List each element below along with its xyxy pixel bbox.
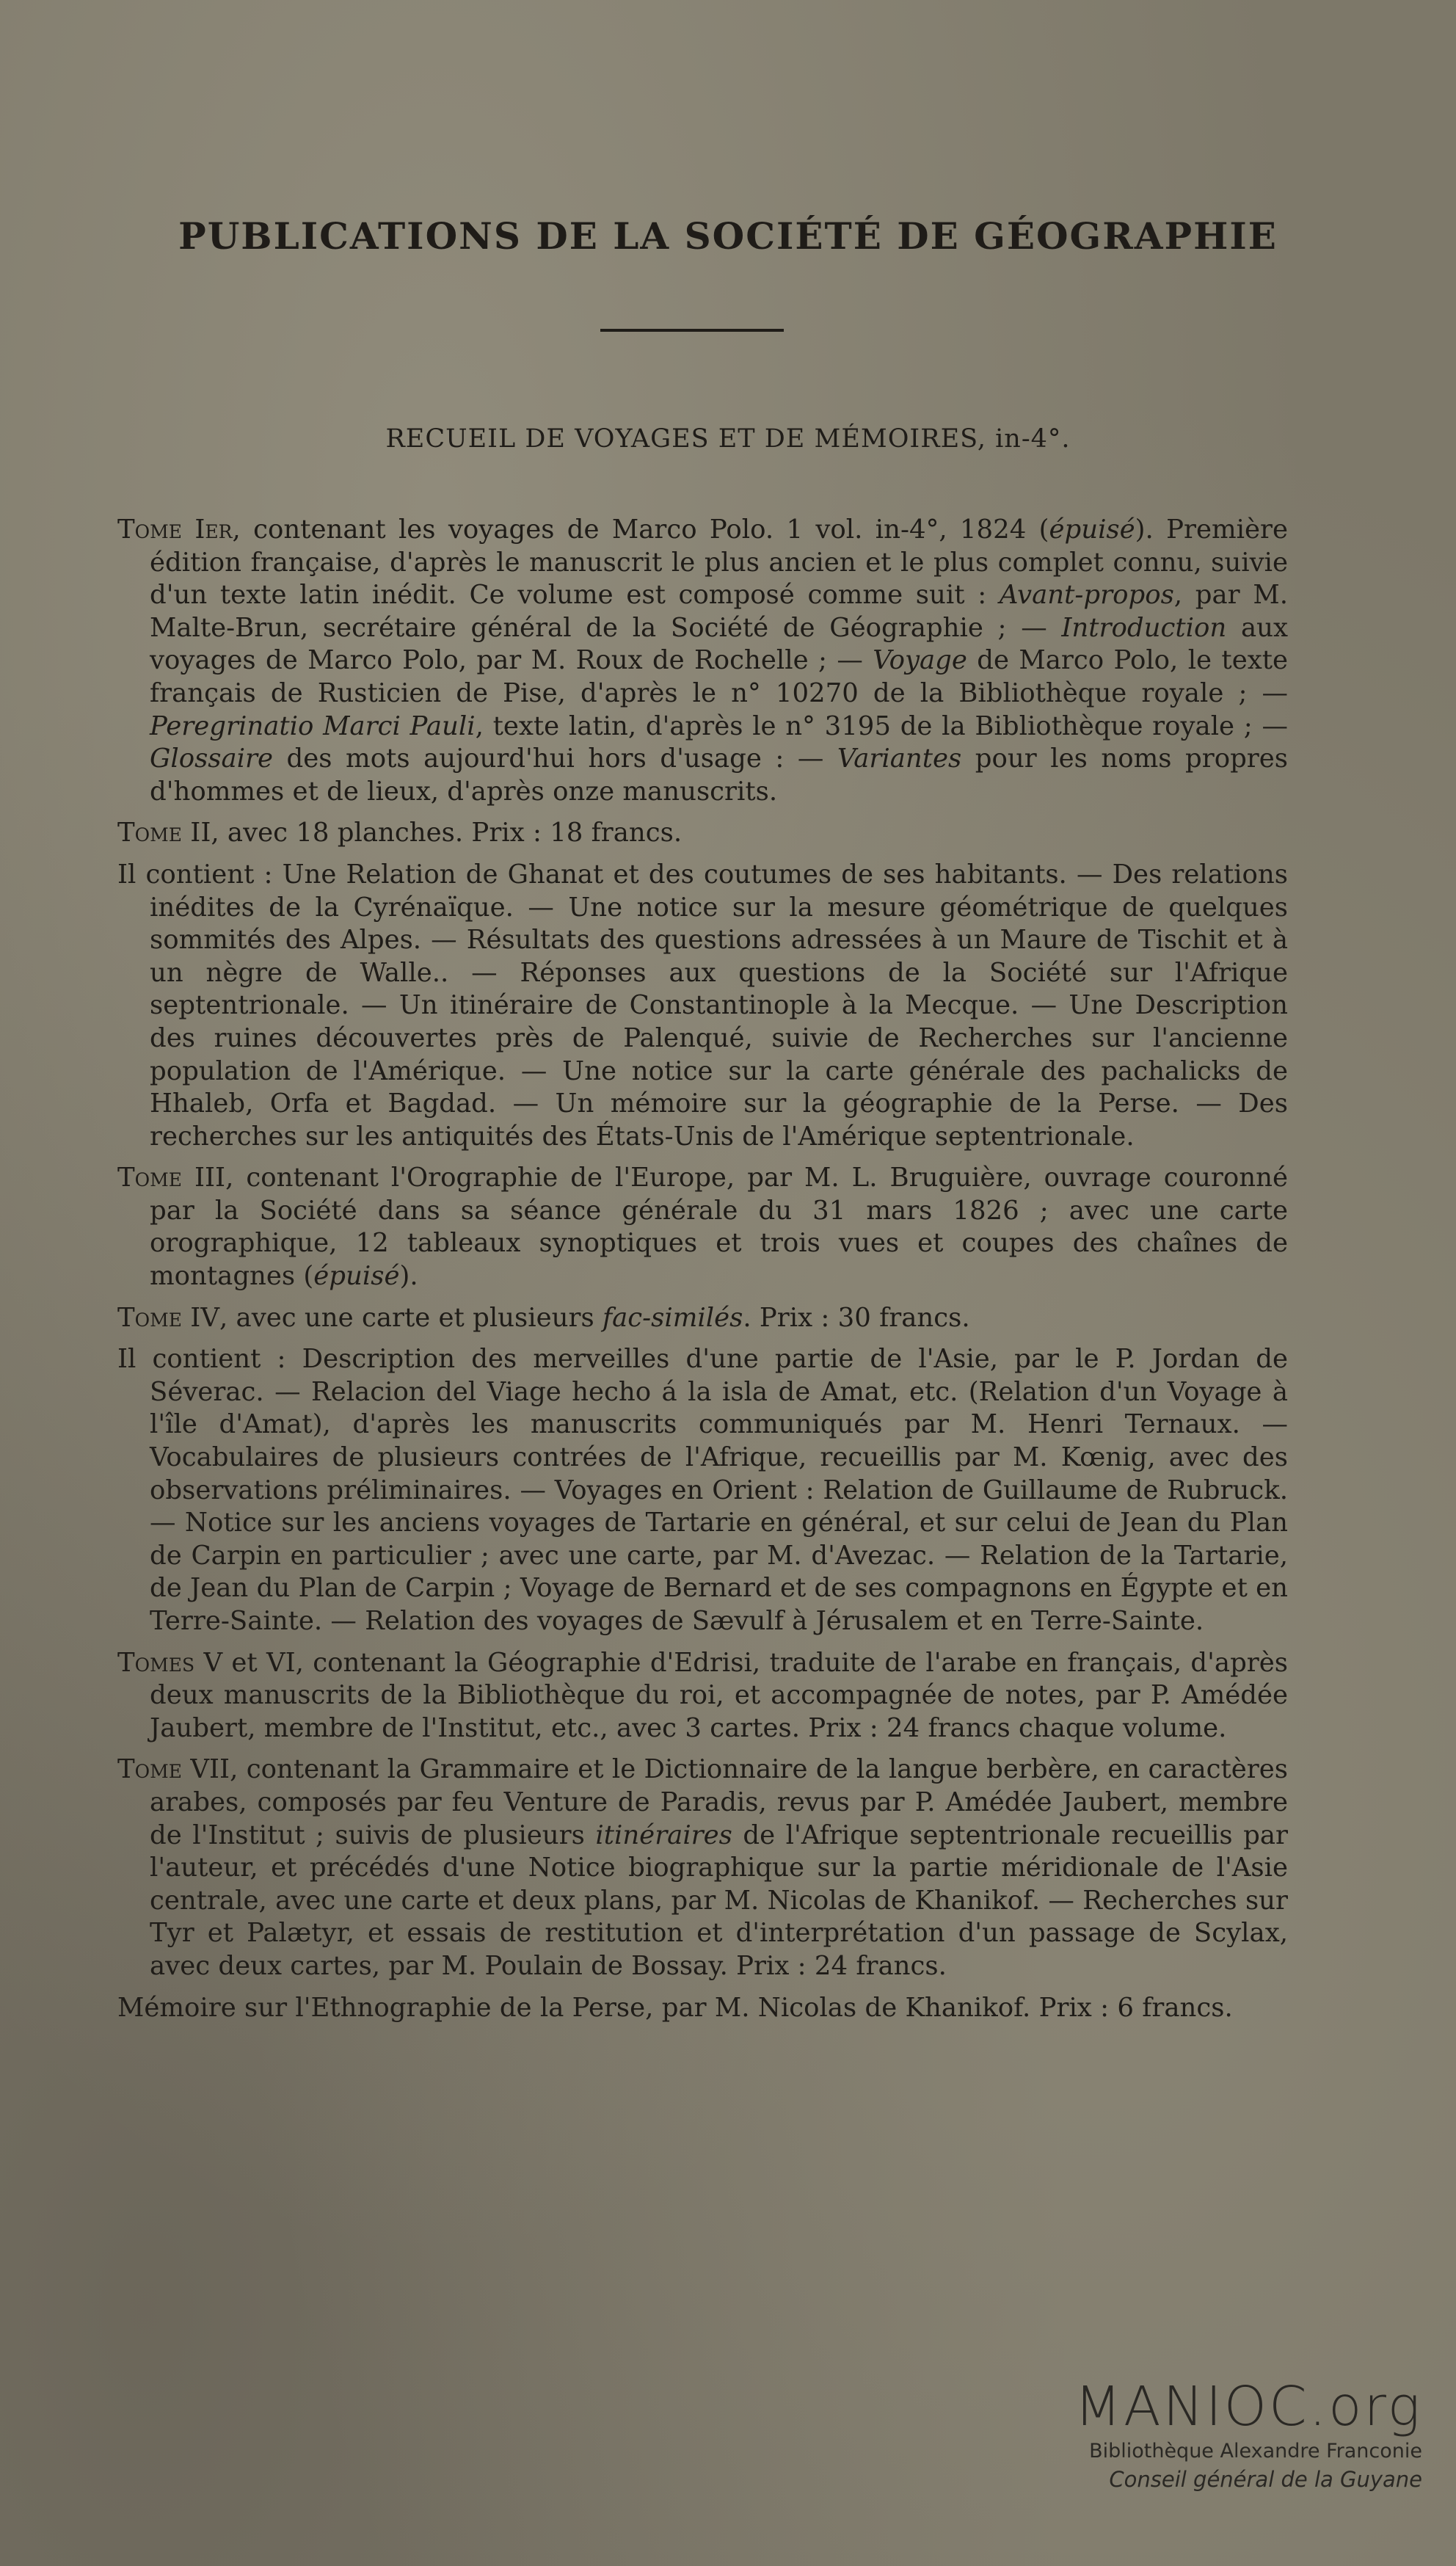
publication-entry <box>117 514 1288 808</box>
entry-text: de l'Afrique septentrionale recueillis par l'auteur, et précédés d'une Notice biographique sur la partie méridionale de l'Asie centrale, avec une carte et deux plans, par M. Nicolas de Khanikof. — Recherches sur Tyr et Palætyr, et essais de restitution et d'interprétation d'un passage de Scylax, avec deux cartes, par M. Poulain de Bossay. Prix : 24 francs. <box>150 1820 1288 1981</box>
publication-entry <box>117 1302 1288 1335</box>
entry-text: , texte latin, d'après le n° 3195 de la Bibliothèque royale ; — <box>475 710 1288 741</box>
entry-italic-text: Variantes <box>837 744 962 774</box>
title-divider <box>600 329 784 332</box>
entry-text: , avec 18 planches. Prix : 18 francs. <box>211 818 682 848</box>
entry-text: , contenant la Grammaire et le Dictionnaire de la langue berbère, en caractères arabes, composés par feu Venture de Paradis, revus par P. Amédée Jaubert, membre de l'Institut ; suivis de plusieurs <box>150 1754 1288 1850</box>
entry-text: . Prix : 30 francs. <box>743 1302 970 1333</box>
entry-italic-text: fac-similés <box>602 1302 743 1333</box>
entry-text: ). Première édition française, d'après le manuscrit le plus ancien et le plus complet connu, suivie d'un texte latin inédit. Ce volume est composé comme suit : <box>150 515 1288 611</box>
entry-italic-text: itinéraires <box>595 1820 732 1850</box>
entry-text: , contenant les voyages de Marco Polo. 1 vol. in-4°, 1824 ( <box>232 515 1049 545</box>
entry-text: aux voyages de Marco Polo, par M. Roux de Rochelle ; — <box>150 612 1288 676</box>
entry-text: pour les noms propres d'hommes et de lieux, d'après onze manuscrits. <box>150 744 1288 807</box>
publication-entry <box>117 1162 1288 1293</box>
entry-italic-text: Voyage <box>873 645 967 676</box>
council-name: Conseil général de la Guyane <box>1109 2467 1422 2492</box>
entry-text: Il contient : Une Relation de Ghanat et des coutumes de ses habitants. — Des relations inédites de la Cyrénaïque. — Une notice sur la mesure géométrique de quelques sommités des Alpes. — Résultats des questions adressées à un Maure de Tischit et à un nègre de Walle.. — Réponses aux questions de la Société sur l'Afrique septentrionale. — Un itinéraire de Constantinople à la Mecque. — Une Description des ruines découvertes près de Palenqué, suivie de Recherches sur l'ancienne population de l'Amérique. — Une notice sur la carte générale des pachalicks de Hhaleb, Orfa et Bagdad. — Un mémoire sur la géographie de la Perse. — Des recherches sur les antiquités des États-Unis de l'Amérique septentrionale. <box>117 859 1288 1152</box>
entry-volume-label: Tome III <box>117 1163 226 1193</box>
publication-entry <box>117 1992 1288 2025</box>
entry-italic-text: Avant-propos <box>999 580 1174 611</box>
library-footer <box>1041 2375 1422 2494</box>
manioc-logo: MANIOC.org <box>1074 2375 1422 2438</box>
entry-text: Il contient : Description des merveilles d'une partie de l'Asie, par le P. Jordan de Séverac. — Relacion del Viage hecho á la isla de Amat, etc. (Relation d'un Voyage à l'île d'Amat), d'après les manuscrits communiqués par M. Henri Ternaux. — Vocabulaires de plusieurs contrées de l'Afrique, recueillis par M. Kœnig, avec des observations préliminaires. — Voyages en Orient : Relation de Guillaume de Rubruck. — Notice sur les anciens voyages de Tartarie en général, et sur celui de Jean du Plan de Carpin en particulier ; avec une carte, par M. d'Avezac. — Relation de la Tartarie, de Jean du Plan de Carpin ; Voyage de Bernard et de ses compagnons en Égypte et en Terre-Sainte. — Relation des voyages de Sævulf à Jérusalem et en Terre-Sainte. <box>117 1344 1288 1636</box>
entry-text: , par M. Malte-Brun, secrétaire général de la Société de Géographie ; — <box>150 580 1288 643</box>
entry-text: Mémoire sur l'Ethnographie de la Perse, par M. Nicolas de Khanikof. Prix : 6 francs. <box>117 1992 1233 2023</box>
entry-volume-label: Tome IV <box>117 1302 219 1333</box>
entry-volume-label: Tome VII <box>117 1754 230 1785</box>
entry-text: des mots aujourd'hui hors d'usage : — <box>273 744 837 774</box>
entry-text: , avec une carte et plusieurs <box>219 1302 603 1333</box>
entry-text: de Marco Polo, le texte français de Rusticien de Pise, d'après le n° 10270 de la Bibliothèque royale ; — <box>150 645 1288 708</box>
entry-text: et VI, contenant la Géographie d'Edrisi, traduite de l'arabe en français, d'après deux manuscrits de la Bibliothèque du roi, et accompagnée de notes, par P. Amédée Jaubert, membre de l'Institut, etc., avec 3 cartes. Prix : 24 francs chaque volume. <box>150 1647 1288 1743</box>
entry-italic-text: épuisé <box>1049 515 1135 545</box>
library-name: Bibliothèque Alexandre Franconie <box>1089 2440 1422 2463</box>
publication-entry <box>117 1343 1288 1638</box>
entry-volume-label: Tomes V <box>117 1647 223 1678</box>
publication-entry <box>117 817 1288 850</box>
entry-italic-text: Glossaire <box>150 744 274 774</box>
publication-list <box>117 514 1288 2024</box>
entry-text: , contenant l'Orographie de l'Europe, par M. L. Bruguière, ouvrage couronné par la Société dans sa séance générale du 31 mars 1826 ; avec une carte orographique, 12 tableaux synoptiques et trois vues et coupes des chaînes de montagnes ( <box>150 1163 1288 1292</box>
section-subtitle: RECUEIL DE VOYAGES ET DE MÉMOIRES, in-4°. <box>385 424 1071 454</box>
entry-italic-text: Peregrinatio Marci Pauli <box>150 710 476 741</box>
publication-entry <box>117 1647 1288 1745</box>
entry-italic-text: épuisé <box>313 1261 400 1292</box>
entry-italic-text: Introduction <box>1061 612 1227 643</box>
page-title: PUBLICATIONS DE LA SOCIÉTÉ DE GÉOGRAPHIE <box>178 214 1278 258</box>
entry-text: ). <box>399 1261 418 1292</box>
publication-entry <box>117 859 1288 1153</box>
publication-entry <box>117 1753 1288 1982</box>
entry-volume-label: Tome Ier <box>117 515 233 545</box>
entry-volume-label: Tome II <box>117 818 211 848</box>
